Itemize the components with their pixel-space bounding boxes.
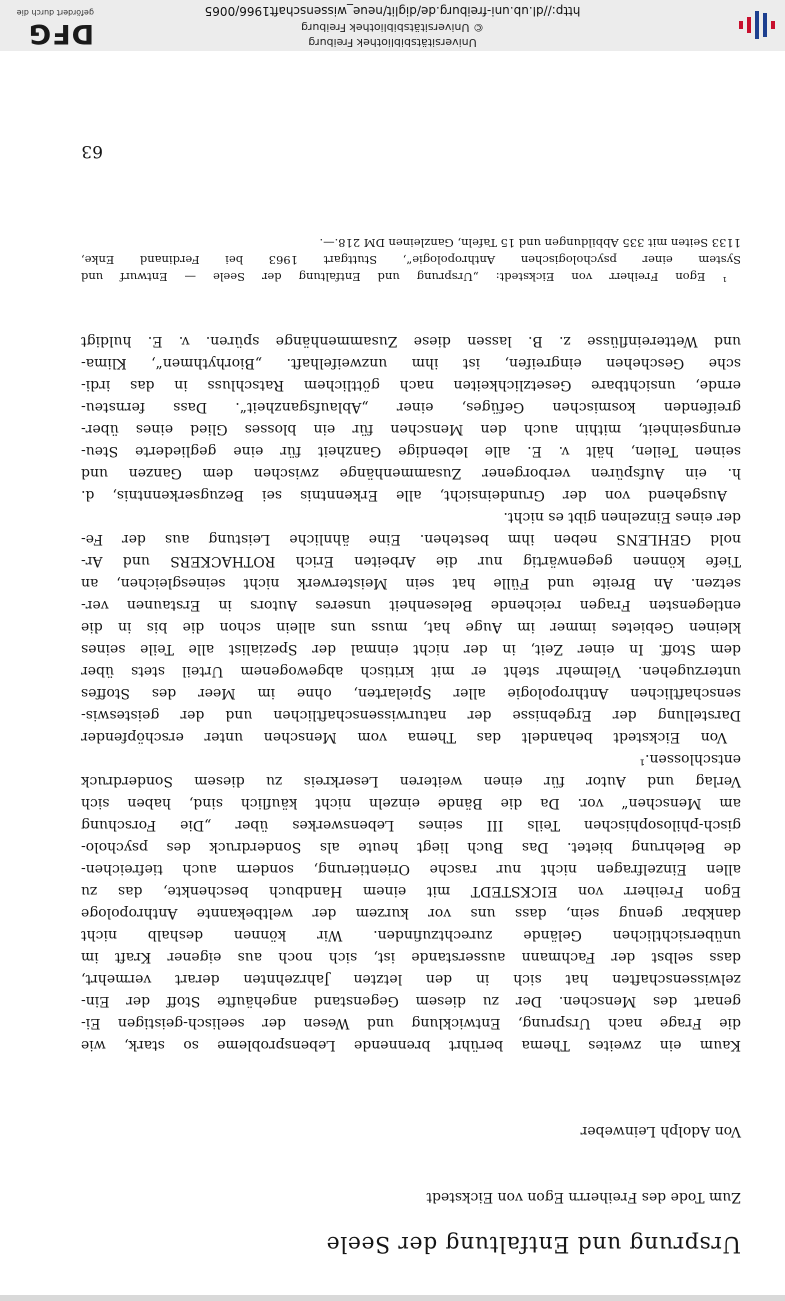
- body-line: Verlag und Autor für einen weiteren Leserkreis zu diesem Sonderdruck: [81, 773, 741, 789]
- footnote-line: 1133 Seiten mit 335 Abbildungen und 15 Tafeln, Ganzleinen DM 218.—.: [319, 236, 741, 250]
- copyright-notice: © Universitätsbibliothek Freiburg: [301, 21, 484, 34]
- article-author: Von Adolph Leinweber: [580, 1123, 741, 1139]
- body-line: der eines Einzelnen gibt es nicht.: [503, 509, 741, 525]
- footnote-line: ¹ Egon Freiherr von Eickstedt: „Ursprung und Entfaltung der Seele — Entwurf und: [81, 270, 727, 284]
- body-line: zelwissenschaften hat sich in den letzten Jahrzehnten derart vermehrt,: [81, 971, 741, 987]
- page-number: 63: [81, 141, 103, 161]
- article-body: [81, 330, 741, 1056]
- repository-name: Universitätsbibliothek Freiburg: [308, 36, 477, 49]
- body-line: setzen. An Breite und Fülle hat sein Meisterwerk nicht seinesgleichen, an: [81, 575, 741, 591]
- body-line: greifenden kosmischen Gefüges, einer „Ablaufsganzheit“. Dass fernsteu-: [81, 399, 741, 415]
- body-line: entschlossen.¹: [639, 751, 741, 767]
- body-line: senschaftlichen Anthropologie aller Spielarten, ohne im Meer des Stoffes: [81, 685, 741, 701]
- article-title: Ursprung und Entfaltung der Seele: [326, 1231, 741, 1256]
- body-line: Tiefe können gegenwärtig nur die Arbeiten Erich ROTHACKERS und Ar-: [81, 553, 741, 569]
- body-line: dankbar genug sein, dass uns vor kurzem der weltbekannte Anthropologe: [81, 905, 741, 921]
- body-line: sche Geschehen eingreifen, ist ihm unzweifelhaft. „Biorhythmen“, Klima-: [81, 355, 741, 371]
- body-line: und Wettereinflüsse z. B. lassen diese Zusammenhänge spüren. v. E. huldigt: [81, 333, 741, 349]
- body-line: unübersichtlichen Gelände zurechtzufinden. Wir können deshalb nicht: [81, 927, 741, 943]
- body-line: entlegensten Fragen reichende Belesenheit unseres Autors in Erstaunen ver-: [81, 597, 741, 613]
- body-line: genart des Menschen. Der zu diesem Gegenstand angehäufte Stoff der Ein-: [81, 993, 741, 1009]
- body-line: seinen Teilen, hält v. E. alle lebendige Ganzheit für eine gegliederte Steu-: [81, 443, 741, 459]
- body-line: Egon Freiherr von EICKSTEDT mit einem Handbuch beschenkte, das zu: [81, 883, 741, 899]
- body-line: Darstellung der Ergebnisse der naturwissenschaftlichen und der geisteswis-: [81, 707, 741, 723]
- body-line: de Belehrung bietet. Das Buch liegt heute als Sonderdruck des psycholo-: [81, 839, 741, 855]
- body-line: gisch-philosophischen Teils III seines Lebenswerkes über „Die Forschung: [81, 817, 741, 833]
- dfg-subtitle: gefördert durch die: [16, 8, 94, 17]
- body-line: die Frage nach Ursprung, Entwicklung und Wesen der seelisch-geistigen Ei-: [81, 1015, 741, 1031]
- scanner-edge-strip: [0, 1295, 785, 1301]
- body-line: Von Eickstedt behandelt das Thema vom Menschen unter erschöpfender: [81, 729, 727, 745]
- body-line: Kaum ein zweites Thema berührt brennende Lebensprobleme so stark, wie: [81, 1037, 741, 1053]
- body-line: kleinen Gebietes immer im Auge hat, muss uns allein schon die bis in die: [81, 619, 741, 635]
- body-line: Ausgehend von der Grundeinsicht, alle Erkenntnis sei Bezugserkenntnis, d.: [81, 487, 727, 503]
- body-line: dem Stoff. In einer Zeit, in der nicht einmal der Spezialist alle Teile seines: [81, 641, 741, 657]
- dfg-funding-logo: [14, 3, 94, 47]
- body-line: erungseinheit, mithin auch den Menschen für ein blosses Glied eines über-: [81, 421, 741, 437]
- body-line: dass selbst der Fachmann ausserstande ist, sich noch aus eigener Kraft im: [81, 949, 741, 965]
- footnote: [81, 234, 741, 285]
- article-subtitle: Zum Tode des Freiherrn Egon von Eickstedt: [426, 1189, 741, 1205]
- dfg-logo: DFG: [27, 18, 94, 49]
- document-url-link[interactable]: http://dl.ub.uni-freiburg.de/diglit/neue_wissenschaft1966/0065: [204, 4, 581, 18]
- body-line: h. ein Aufspüren verborgener Zusammenhänge zwischen dem Ganzen und: [81, 465, 741, 481]
- body-line: allen Einzelfragen nicht nur rasche Orientierung, sondern auch tiefreichen-: [81, 861, 741, 877]
- footnote-line: System einer psychologischen Anthropologie“, Stuttgart 1963 bei Ferdinand Enke,: [81, 253, 741, 267]
- body-line: ernde, unsichtbare Gesetzlichkeiten nach göttlichem Ratschluss in das irdi-: [81, 377, 741, 393]
- repository-header: [0, 0, 785, 51]
- body-line: nold GEHLENS neben ihm bestehen. Eine ähnliche Leistung aus der Fe-: [81, 531, 741, 547]
- body-line: unterzugehen. Vielmehr steht er mit kritisch abgewogenem Urteil stets über: [81, 663, 741, 679]
- body-line: am Menschen“ vor. Da die Bände einzeln nicht käuflich sind, haben sich: [81, 795, 741, 811]
